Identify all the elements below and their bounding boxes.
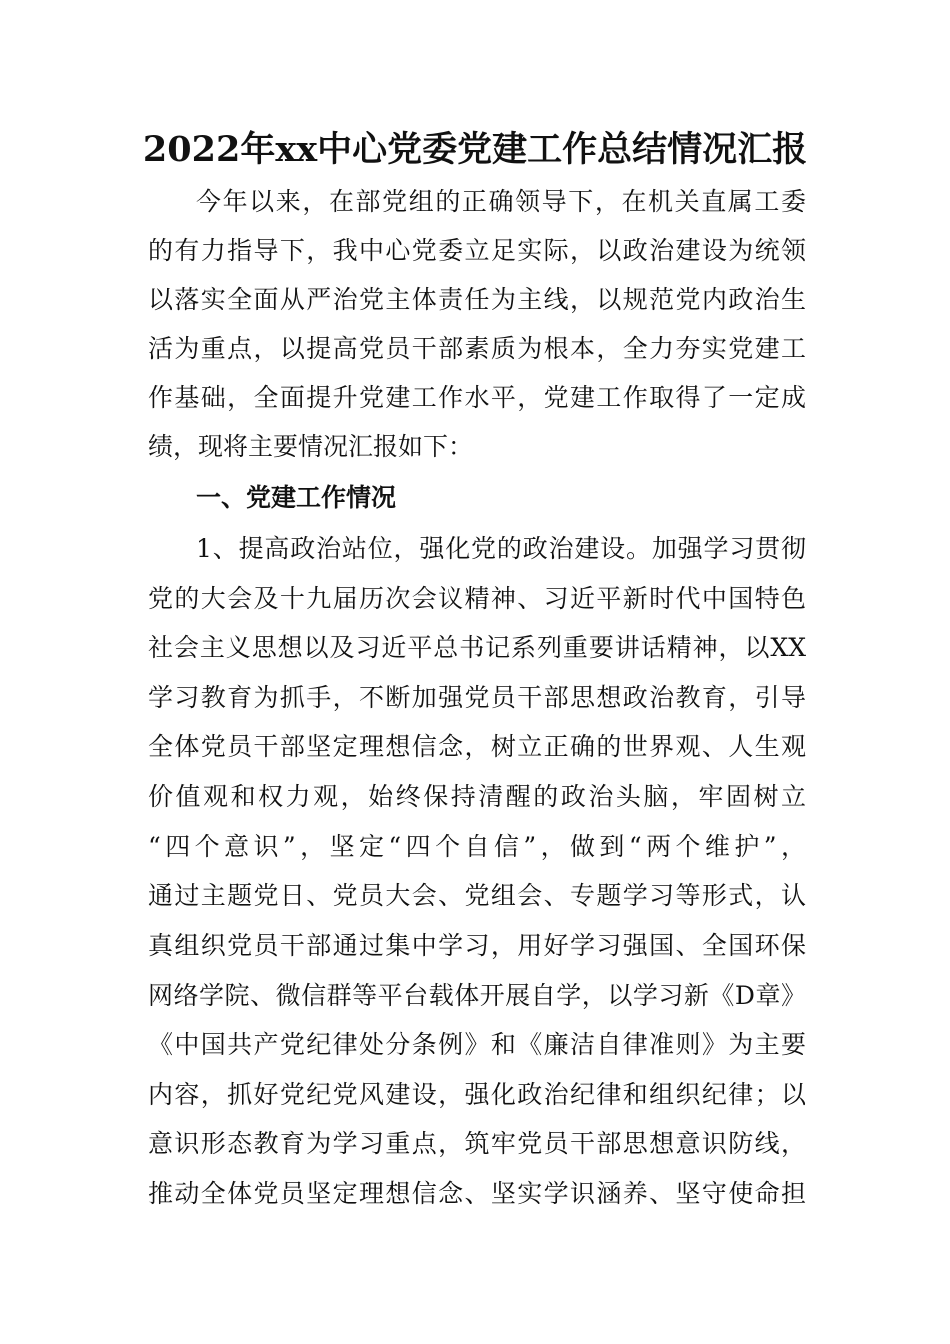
body-line: 党的大会及十九届历次会议精神、习近平新时代中国特色 [148, 584, 806, 613]
intro-line: 以落实全面从严治党主体责任为主线，以规范党内政治生 [148, 285, 806, 314]
body-line: 价值观和权力观，始终保持清醒的政治头脑，牢固树立 [148, 782, 806, 811]
intro-line: 的有力指导下，我中心党委立足实际，以政治建设为统领 [148, 236, 806, 265]
intro-line: 作基础，全面提升党建工作水平，党建工作取得了一定成 [148, 383, 806, 412]
body-line: 内容，抓好党纪党风建设，强化政治纪律和组织纪律；以 [148, 1080, 806, 1109]
body-line: 推动全体党员坚定理想信念、坚实学识涵养、坚守使命担 [148, 1179, 806, 1208]
body-line: 真组织党员干部通过集中学习，用好学习强国、全国环保 [148, 931, 806, 960]
intro-line: 今年以来，在部党组的正确领导下，在机关直属工委 [196, 187, 806, 216]
intro-line: 活为重点，以提高党员干部素质为根本，全力夯实党建工 [148, 334, 806, 363]
body-line: “四个意识”，坚定“四个自信”，做到“两个维护”， [148, 832, 806, 861]
body-line: 网络学院、微信群等平台载体开展自学，以学习新《D章》 [148, 981, 806, 1010]
body-line: 社会主义思想以及习近平总书记系列重要讲话精神，以XX [148, 633, 806, 662]
document-title: 2022年xx中心党委党建工作总结情况汇报 [142, 129, 808, 170]
body-line: 1、提高政治站位，强化党的政治建设。加强学习贯彻 [196, 534, 806, 563]
section-heading: 一、党建工作情况 [196, 483, 397, 512]
body-line: 通过主题党日、党员大会、党组会、专题学习等形式，认 [148, 881, 806, 910]
body-line: 学习教育为抓手，不断加强党员干部思想政治教育，引导 [148, 683, 806, 712]
intro-line: 绩，现将主要情况汇报如下： [148, 432, 474, 461]
body-line: 意识形态教育为学习重点，筑牢党员干部思想意识防线， [148, 1129, 806, 1158]
body-line: 全体党员干部坚定理想信念，树立正确的世界观、人生观 [148, 732, 806, 761]
body-line: 《中国共产党纪律处分条例》和《廉洁自律准则》为主要 [148, 1030, 806, 1059]
